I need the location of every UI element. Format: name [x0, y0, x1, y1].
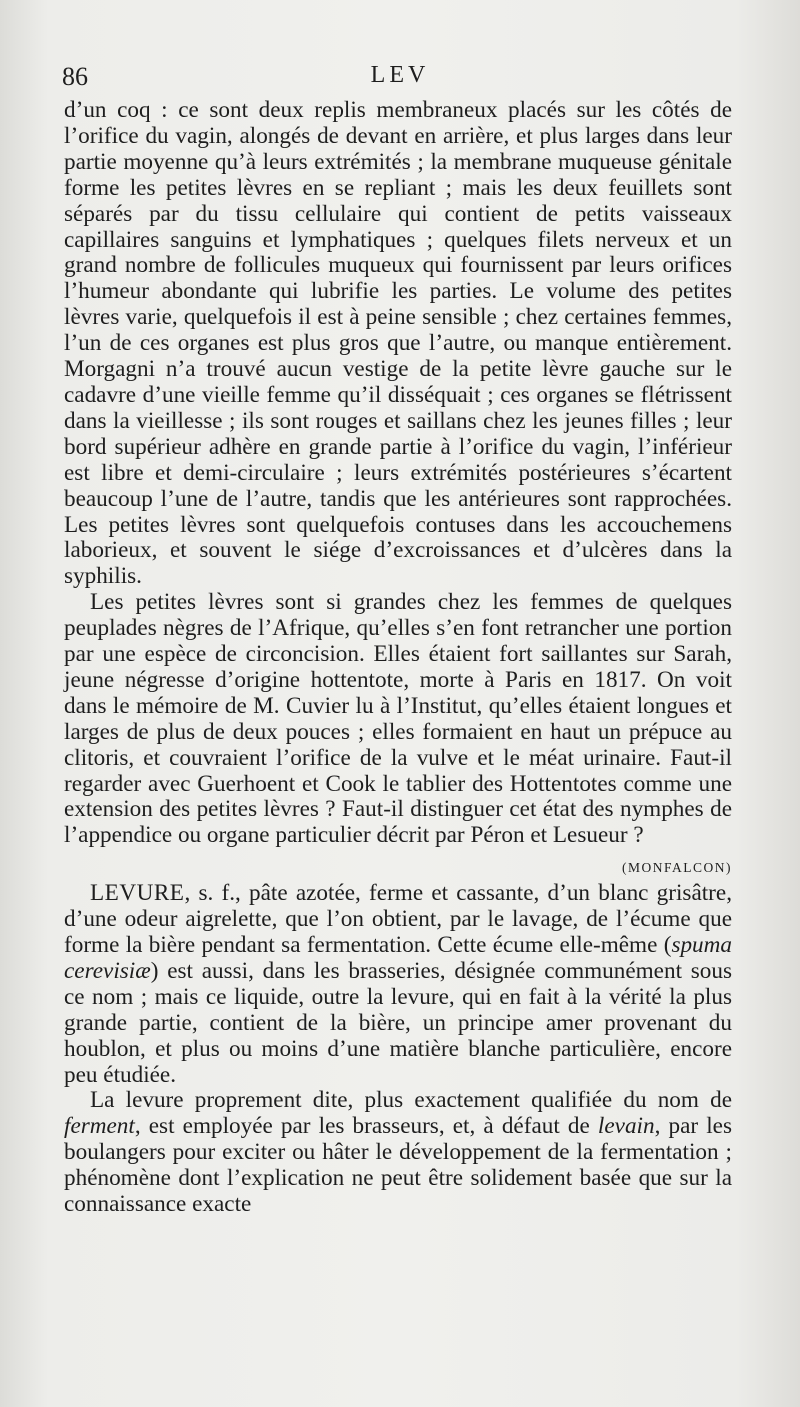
levres-paragraph-2-text: Les petites lèvres sont si grandes chez les femmes de quelques peuplades nègres de l’Afrique, qu’elles s’en font retrancher une portion par une espèce de circoncision. Elles étaient fort saillantes sur Sarah, jeune négresse d’origine hottentote, morte à Paris en 1817. On voit dans le mémoire de M. Cuvier lu à l’Institut, qu’elles étaient longues et larges de plus de deux pouces ; elles formaient en haut un prépuce au clitoris, et couvraient l’orifice de la vulve et le méat urinaire. Faut-il regarder avec Guerhoent et Cook le tablier des Hottentotes comme une extension des petites lèvres ? Faut-il distinguer cet état des nymphes de l’appendice ou organe particulier décrit par Péron et Lesueur ?	[64, 589, 732, 849]
levres-paragraph-1: d’un coq : ce sont deux replis membraneux placés sur les côtés de l’orifice du vagin, alongés de devant en arrière, et plus larges dans leur partie moyenne qu’à leurs extrémités ; la membrane muqueuse génitale forme les petites lèvres en se repliant ; mais les deux feuillets sont séparés par du tissu cellulaire qui contient de petits vaisseaux capillaires sanguins et lymphatiques ; quelques filets nerveux et un grand nombre de follicules muqueux qui fournissent par leurs orifices l’humeur abondante qui lubrifie les parties. Le volume des petites lèvres varie, quelquefois il est à peine sensible ; chez certaines femmes, l’un de ces organes est plus gros que l’autre, ou manque entièrement. Morgagni n’a trouvé aucun vestige de la petite lèvre gauche sur le cadavre d’une vieille femme qu’il disséquait ; ces organes se flétrissent dans la vieillesse ; ils sont rouges et saillans chez les jeunes filles ; leur bord supérieur adhère en grande partie à l’orifice du vagin, l’inférieur est libre et demi-circulaire ; leurs extrémités postérieures s’écartent beaucoup l’une de l’autre, tandis que les antérieures sont rapprochées. Les petites lèvres sont quelquefois contuses dans les accouchemens laborieux, et souvent le siége d’excroissances et d’ulcères dans la syphilis.	[64, 97, 732, 590]
page-number: 86	[62, 62, 88, 91]
running-title: LEV	[370, 62, 430, 88]
latin-term: spuma cerevisiæ	[64, 932, 732, 984]
levure-p2-text-a: La levure proprement dite, plus exactement qualifiée du nom de	[90, 1087, 732, 1114]
page-header	[62, 62, 738, 96]
term-ferment: ferment	[64, 1113, 135, 1140]
body-text	[64, 98, 732, 1218]
levure-text-b: ) est aussi, dans les brasseries, désignée communément sous ce nom ; mais ce liquide, outre la levure, qui en fait à la vérité la plus grande partie, contient de la bière, un principe amer provenant du houblon, et plus ou moins d’une matière blanche particulière, encore peu étudiée.	[64, 957, 732, 1088]
levure-paragraph-2	[64, 1088, 732, 1218]
levure-paragraph-1	[64, 881, 732, 1088]
term-levain: levain	[597, 1113, 655, 1140]
levure-text-a: pâte azotée, ferme et cassante, d’un blanc grisâtre, d’une odeur aigrelette, que l’on obtient, par le lavage, de l’écume que forme la bière pendant sa fermentation. Cette écume elle-même (	[64, 880, 732, 958]
entry-grammar: , s. f.,	[184, 880, 250, 907]
levure-p2-text-c: , par les boulangers pour exciter ou hâter le développement de la fermentation ; phénomène dont l’explication ne peut être solidement basée que sur la connaissance exacte	[64, 1113, 732, 1218]
levres-paragraph-2	[64, 589, 732, 876]
entry-headword: LEVURE	[90, 880, 185, 907]
levure-p2-text-b: , est employée par les brasseurs, et, à défaut de	[134, 1113, 598, 1140]
author-signature: (MONFALCON)	[622, 860, 732, 876]
